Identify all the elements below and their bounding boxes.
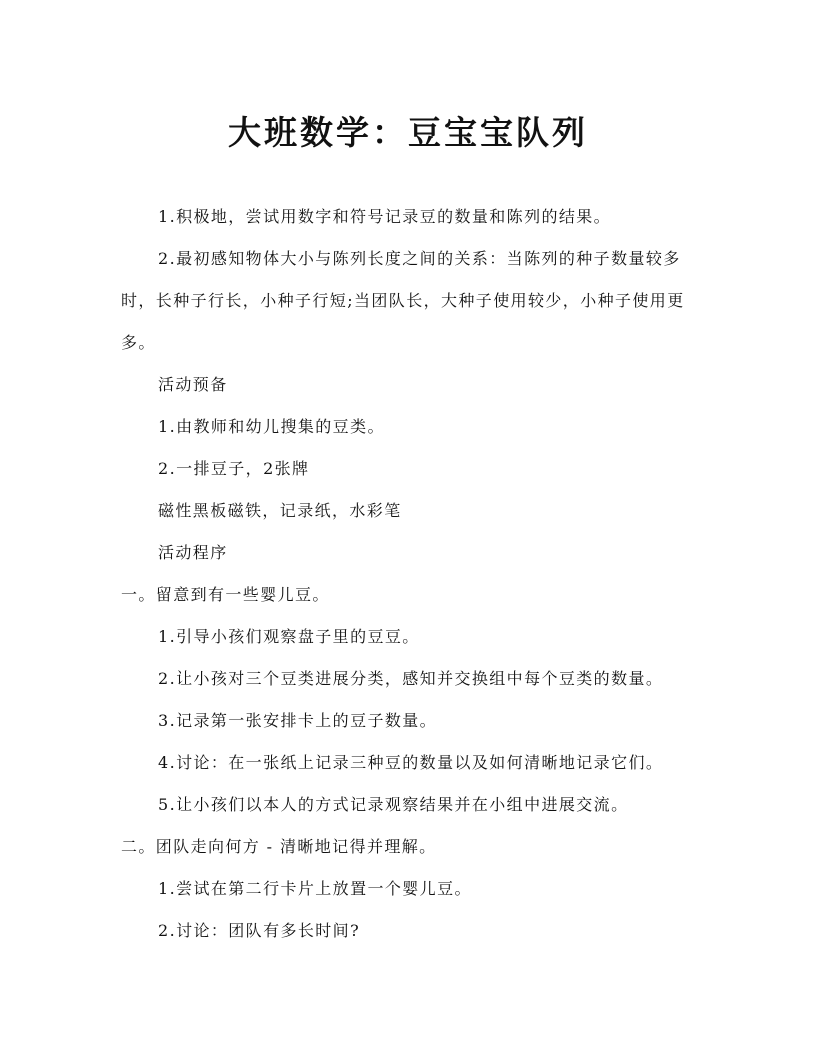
section-heading-procedure: 活动程序 — [158, 543, 228, 562]
procedure-item-1-5: 5.让小孩们以本人的方式记录观察结果并在小组中进展交流。 — [158, 795, 629, 814]
procedure-item-1-4: 4.讨论：在一张纸上记录三种豆的数量以及如何清晰地记录它们。 — [158, 753, 664, 772]
preparation-materials: 磁性黑板磁铁，记录纸，水彩笔 — [158, 501, 402, 520]
objective-1: 1.积极地，尝试用数字和符号记录豆的数量和陈列的结果。 — [158, 207, 612, 226]
procedure-item-1-2: 2.让小孩对三个豆类进展分类，感知并交换组中每个豆类的数量。 — [158, 669, 664, 688]
procedure-step-2-heading: 二。团队走向何方 - 清晰地记得并理解。 — [121, 837, 437, 856]
preparation-item-1: 1.由教师和幼儿搜集的豆类。 — [158, 417, 385, 436]
procedure-item-1-3: 3.记录第一张安排卡上的豆子数量。 — [158, 711, 438, 730]
preparation-item-2: 2.一排豆子，2张牌 — [158, 459, 310, 478]
document-body — [121, 196, 699, 952]
procedure-item-2-1: 1.尝试在第二行卡片上放置一个婴儿豆。 — [158, 879, 472, 898]
objective-2: 2.最初感知物体大小与陈列长度之间的关系：当陈列的种子数量较多时，长种子行长，小种子行短;当团队长，大种子使用较少，小种子使用更多。 — [121, 249, 685, 352]
procedure-item-2-2: 2.讨论：团队有多长时间? — [158, 921, 361, 940]
procedure-step-1-heading: 一。留意到有一些婴儿豆。 — [121, 585, 330, 604]
document-title: 大班数学：豆宝宝队列 — [228, 113, 588, 152]
section-heading-preparation: 活动预备 — [158, 375, 228, 394]
procedure-item-1-1: 1.引导小孩们观察盘子里的豆豆。 — [158, 627, 420, 646]
